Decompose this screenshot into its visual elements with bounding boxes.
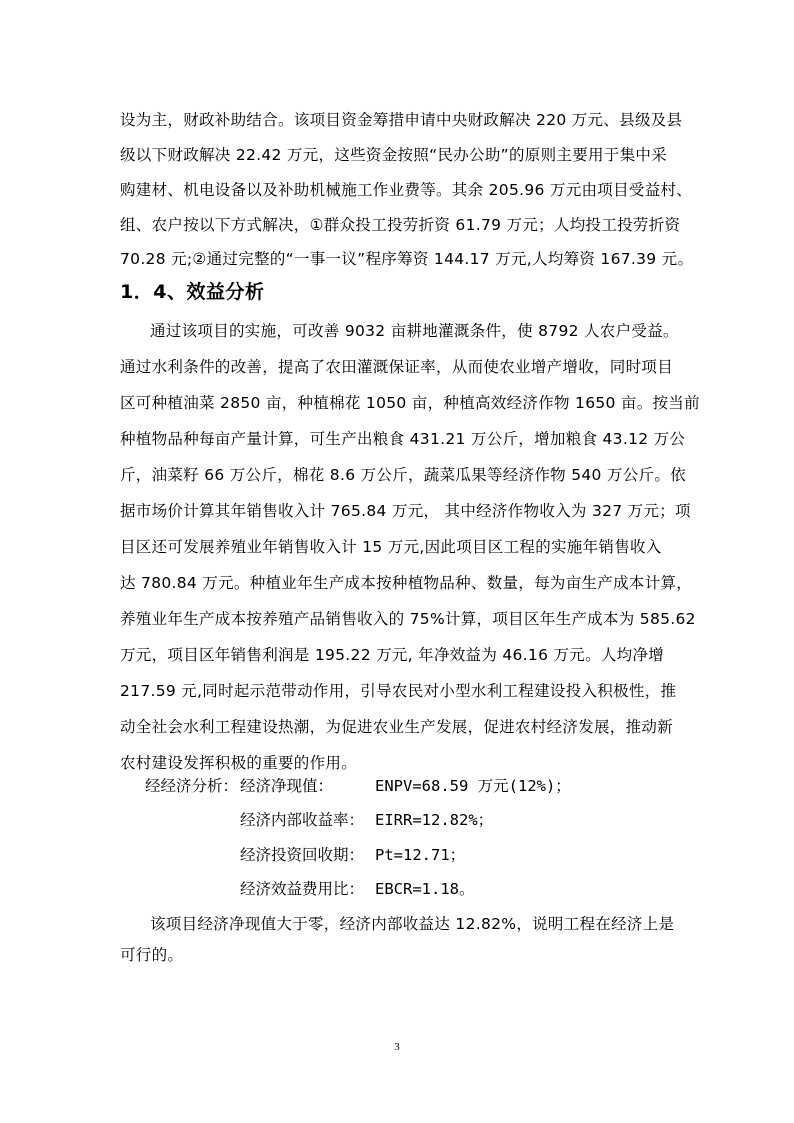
paragraph-line: 级以下财政解决 22.42 万元，这些资金按照“民办公助”的原则主要用于集中采 — [120, 146, 667, 164]
analysis-value: EBCR=1.18。 — [375, 880, 475, 898]
paragraph-line: 通过该项目的实施，可改善 9032 亩耕地灌溉条件，使 8792 人农户受益。 — [150, 322, 679, 340]
analysis-prefix: 经经济分析： — [145, 777, 239, 795]
page-number: 3 — [394, 1041, 400, 1053]
paragraph-line: 斤，油菜籽 66 万公斤，棉花 8.6 万公斤，蔬菜瓜果等经济作物 540 万公斤。依 — [120, 466, 686, 484]
paragraph-line: 目区还可发展养殖业年销售收入计 15 万元,因此项目区工程的实施年销售收入 — [120, 538, 662, 556]
paragraph-line: 购建材、机电设备以及补助机械施工作业费等。其余 205.96 万元由项目受益村、 — [120, 181, 693, 199]
paragraph-line: 养殖业年生产成本按养殖产品销售收入的 75%计算，项目区年生产成本为 585.62 — [120, 610, 696, 628]
paragraph-line: 217.59 元,同时起示范带动作用，引导农民对小型水利工程建设投入积极性，推 — [120, 682, 677, 700]
analysis-value: EIRR=12.82%； — [375, 811, 494, 829]
paragraph-line: 农村建设发挥积极的重要的作用。 — [120, 754, 358, 772]
analysis-label: 经济内部收益率： — [240, 811, 365, 829]
paragraph-line: 设为主，财政补助结合。该项目资金筹措申请中央财政解决 220 万元、县级及县 — [120, 111, 683, 129]
analysis-value: ENPV=68.59 万元(12%)； — [375, 777, 571, 795]
paragraph-line: 通过水利条件的改善，提高了农田灌溉保证率，从而使农业增产增收，同时项目 — [120, 358, 674, 376]
paragraph-line: 可行的。 — [120, 946, 184, 964]
paragraph-line: 该项目经济净现值大于零，经济内部收益达 12.82%，说明工程在经济上是 — [150, 915, 675, 933]
paragraph-line: 种植物品种每亩产量计算，可生产出粮食 431.21 万公斤，增加粮食 43.12 万公 — [120, 430, 686, 448]
paragraph-line: 动全社会水利工程建设热潮，为促进农业生产发展，促进农村经济发展，推动新 — [120, 718, 674, 736]
paragraph-line: 达 780.84 万元。种植业年生产成本按种植物品种、数量，每为亩生产成本计算， — [120, 574, 693, 592]
paragraph-line: 组、农户按以下方式解决，①群众投工投劳折资 61.79 万元；人均投工投劳折资 — [120, 216, 681, 234]
section-heading: 1．4、效益分析 — [120, 281, 265, 303]
analysis-value: Pt=12.71； — [375, 846, 466, 864]
paragraph-line: 70.28 元;②通过完整的“一事一议”程序筹资 144.17 万元,人均筹资 167.39 元。 — [120, 250, 694, 268]
paragraph-line: 区可种植油菜 2850 亩，种植棉花 1050 亩，种植高效经济作物 1650 亩。按当前 — [120, 394, 700, 412]
analysis-label: 经济净现值： — [240, 777, 334, 795]
analysis-label: 经济效益费用比： — [240, 880, 365, 898]
analysis-label: 经济投资回收期： — [240, 846, 365, 864]
paragraph-line: 据市场价计算其年销售收入计 765.84 万元， 其中经济作物收入为 327 万元；项 — [120, 502, 691, 520]
paragraph-line: 万元，项目区年销售利润是 195.22 万元, 年净效益为 46.16 万元。人均净增 — [120, 646, 665, 664]
